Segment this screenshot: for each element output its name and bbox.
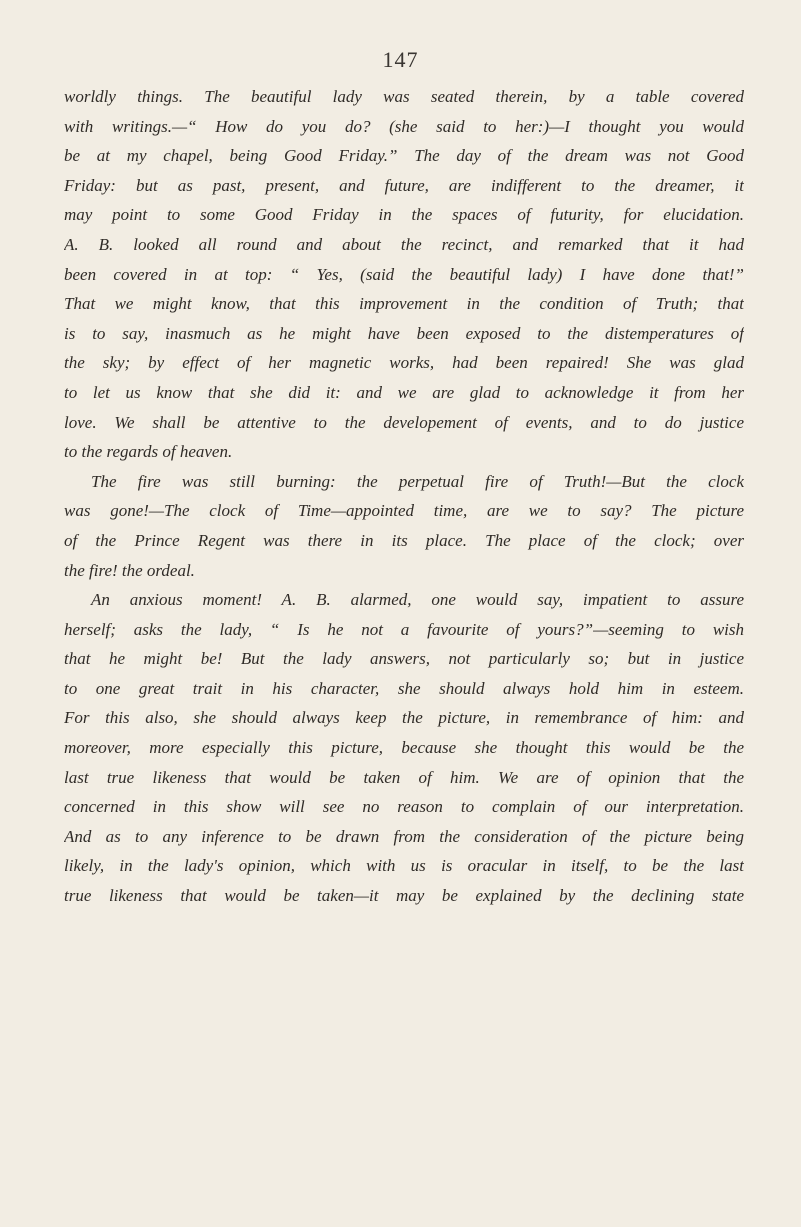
text-line: That we might know, that this improvement in the condition of Truth; that bbox=[64, 294, 744, 314]
text-line: worldly things. The beautiful lady was seated therein, by a table covered bbox=[64, 87, 744, 106]
text-line: the fire! the ordeal. bbox=[64, 560, 195, 580]
text-line: been covered in at top: “ Yes, (said the beautiful lady) I have done that!” bbox=[64, 264, 744, 284]
text-line: An anxious moment! A. B. alarmed, one would say, impatient to assure bbox=[91, 590, 744, 610]
text-line: concerned in this show will see no reason to complain of our interpretation. bbox=[64, 797, 744, 817]
text-line: The fire was still burning: the perpetual fire of Truth!—But the clock bbox=[91, 471, 744, 491]
text-line: was gone!—The clock of Time—appointed time, are we to say? The picture bbox=[64, 501, 744, 521]
page-number: 147 bbox=[382, 47, 419, 72]
text-line: to one great trait in his character, she should always hold him in esteem. bbox=[64, 678, 744, 698]
text-line: A. B. looked all round and about the recinct, and remarked that it had bbox=[64, 234, 744, 254]
text-line: of the Prince Regent was there in its place. The place of the clock; over bbox=[64, 530, 744, 550]
text-line: the sky; by effect of her magnetic works, had been repaired! She was glad bbox=[64, 353, 744, 373]
text-line: moreover, more especially this picture, because she thought this would be the bbox=[64, 738, 744, 758]
text-line: may point to some Good Friday in the spaces of futurity, for elucidation. bbox=[64, 205, 744, 225]
text-line: with writings.—“ How do you do? (she said to her:)—I thought you would bbox=[64, 116, 744, 136]
text-line: to let us know that she did it: and we are glad to acknowledge it from her bbox=[64, 382, 744, 402]
body-text bbox=[64, 82, 744, 911]
paragraph-2 bbox=[64, 467, 744, 585]
text-line: true likeness that would be taken—it may be explained by the declining state bbox=[64, 886, 744, 906]
text-line: last true likeness that would be taken of him. We are of opinion that the bbox=[64, 767, 744, 787]
text-line: And as to any inference to be drawn from the consideration of the picture being bbox=[64, 826, 744, 846]
text-line: love. We shall be attentive to the developement of events, and to do justice bbox=[64, 412, 744, 432]
text-line: to the regards of heaven. bbox=[64, 442, 233, 462]
text-line: herself; asks the lady, “ Is he not a favourite of yours?”—seeming to wish bbox=[64, 619, 744, 639]
text-line: is to say, inasmuch as he might have been exposed to the distemperatures of bbox=[64, 323, 744, 343]
text-line: that he might be! But the lady answers, not particularly so; but in justice bbox=[64, 649, 744, 669]
paragraph-1 bbox=[64, 82, 744, 467]
text-line: Friday: but as past, present, and future, are indifferent to the dreamer, it bbox=[64, 175, 744, 195]
text-line: likely, in the lady's opinion, which with us is oracular in itself, to be the last bbox=[64, 856, 744, 876]
text-line: For this also, she should always keep the picture, in remembrance of him: and bbox=[64, 708, 744, 728]
paragraph-3 bbox=[64, 585, 744, 911]
text-line: be at my chapel, being Good Friday.” The day of the dream was not Good bbox=[64, 146, 744, 166]
